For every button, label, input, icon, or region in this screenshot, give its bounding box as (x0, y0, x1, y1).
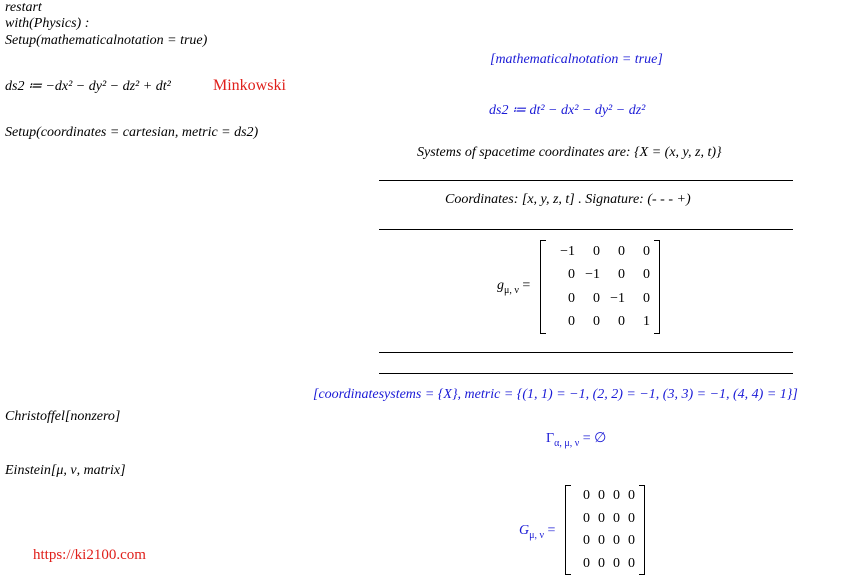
input-with-physics[interactable]: with(Physics) : (5, 16, 90, 31)
separator-rule (379, 373, 793, 374)
matrix-row (550, 311, 650, 335)
output-ds2: ds2 ≔ dt² − dx² − dy² − dz² (489, 103, 646, 118)
input-ds2-definition[interactable]: ds2 ≔ −dx² − dy² − dz² + dt² (5, 79, 171, 94)
matrix-cell: 0 (643, 267, 650, 283)
matrix-row (575, 530, 635, 553)
matrix-cell: 0 (583, 488, 590, 504)
matrix-cell: 0 (643, 290, 650, 306)
matrix-row (550, 240, 650, 264)
matrix-cell: 0 (628, 488, 635, 504)
input-christoffel[interactable]: Christoffel[nonzero] (5, 409, 121, 424)
matrix-cell: 0 (618, 267, 625, 283)
matrix-cell: 0 (598, 533, 605, 549)
matrix-row (575, 508, 635, 531)
matrix-row (550, 287, 650, 311)
einstein-matrix (565, 485, 645, 575)
matrix-cell: 0 (568, 314, 575, 330)
matrix-cell: 0 (593, 314, 600, 330)
separator-rule (379, 352, 793, 353)
matrix-cell: 0 (593, 290, 600, 306)
input-setup-notation[interactable]: Setup(mathematicalnotation = true) (5, 33, 208, 48)
annotation-url[interactable]: https://ki2100.com (33, 547, 146, 563)
einstein-label: $G_{\mu, \nu}$ = (519, 523, 556, 541)
output-systems-line: Systems of spacetime coordinates are: {X = (x, y, z, t)} (417, 145, 722, 160)
matrix-cell: 0 (628, 510, 635, 526)
metric-label: $g_{\mu, \nu}$ = (497, 278, 531, 296)
matrix-cell: 0 (618, 314, 625, 330)
matrix-cell: 0 (593, 243, 600, 259)
matrix-cell: 0 (598, 555, 605, 571)
matrix-cell: 0 (613, 510, 620, 526)
matrix-row (550, 264, 650, 288)
matrix-cell: 0 (628, 533, 635, 549)
matrix-cell: 0 (583, 510, 590, 526)
matrix-cell: −1 (560, 243, 575, 259)
matrix-cell: 0 (598, 510, 605, 526)
metric-matrix (540, 240, 660, 334)
output-setup-result: [coordinatesystems = {X}, metric = {(1, 1) = −1, (2, 2) = −1, (3, 3) = −1, (4, 4) = 1}] (313, 387, 798, 402)
annotation-minkowski: Minkowski (213, 77, 286, 94)
matrix-cell: −1 (610, 290, 625, 306)
matrix-cell: 0 (643, 243, 650, 259)
separator-rule (379, 180, 793, 181)
matrix-cell: 0 (613, 533, 620, 549)
input-restart[interactable]: restart (5, 0, 42, 15)
input-setup-coordinates[interactable]: Setup(coordinates = cartesian, metric = ds2) (5, 125, 259, 140)
matrix-cell: 0 (568, 290, 575, 306)
matrix-cell: 0 (613, 488, 620, 504)
matrix-cell: 1 (643, 314, 650, 330)
matrix-cell: 0 (583, 533, 590, 549)
input-einstein[interactable]: Einstein[μ, ν, matrix] (5, 463, 126, 478)
separator-rule (379, 229, 793, 230)
output-notation: [mathematicalnotation = true] (490, 52, 663, 67)
matrix-cell: 0 (583, 555, 590, 571)
matrix-cell: 0 (568, 267, 575, 283)
matrix-cell: 0 (598, 488, 605, 504)
matrix-cell: 0 (618, 243, 625, 259)
matrix-cell: 0 (613, 555, 620, 571)
matrix-row (575, 485, 635, 508)
matrix-cell: 0 (628, 555, 635, 571)
matrix-cell: −1 (585, 267, 600, 283)
output-coordinates-line: Coordinates: [x, y, z, t] . Signature: (- - - +) (445, 192, 691, 207)
output-christoffel: $\Gamma_{\alpha, \mu, \nu}$ = ∅ (546, 431, 607, 449)
matrix-row (575, 553, 635, 576)
